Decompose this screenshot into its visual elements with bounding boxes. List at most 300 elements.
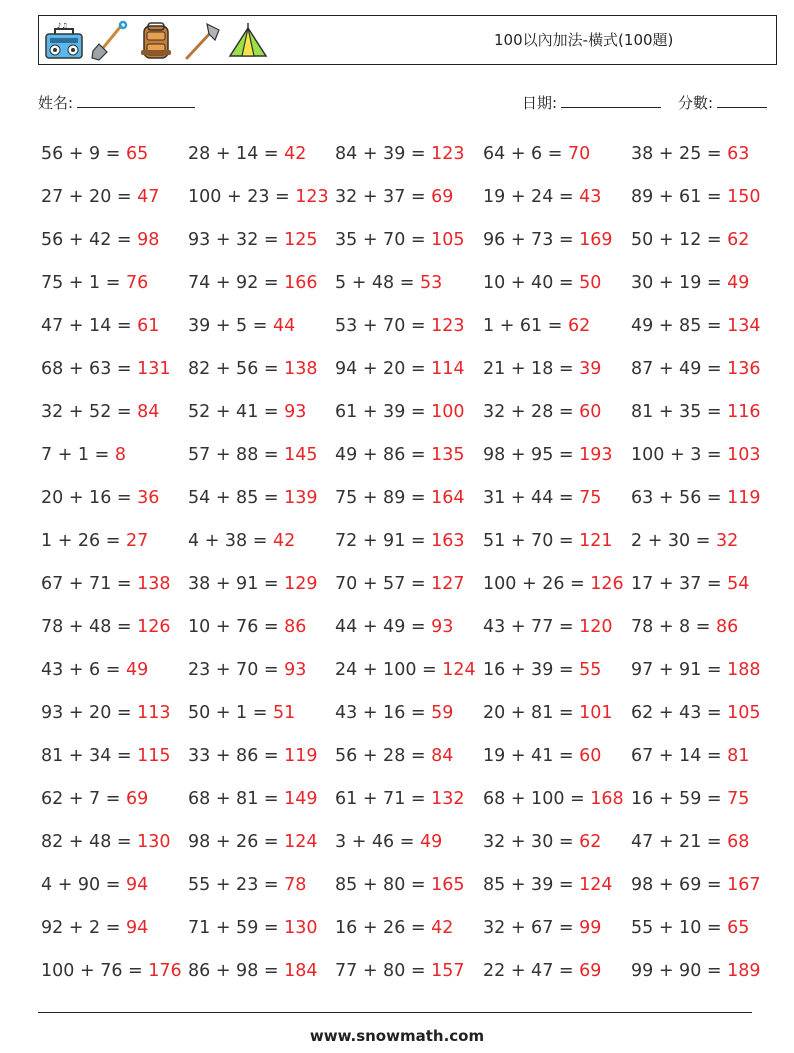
problem-expression: 1 + 61 =: [483, 316, 568, 336]
problem-expression: 7 + 1 =: [41, 445, 115, 465]
problem-expression: 43 + 77 =: [483, 617, 580, 637]
problem-item: [188, 778, 335, 821]
problem-item: [483, 778, 631, 821]
problem-expression: 100 + 23 =: [188, 187, 296, 207]
problem-item: [335, 821, 483, 864]
problem-expression: 1 + 26 =: [41, 531, 126, 551]
problem-answer: 139: [284, 488, 318, 508]
problem-expression: 38 + 25 =: [631, 144, 728, 164]
problem-answer: 119: [284, 746, 318, 766]
problem-item: [335, 520, 483, 563]
problem-expression: 47 + 21 =: [631, 832, 728, 852]
problem-item: [631, 305, 781, 348]
problem-expression: 74 + 92 =: [188, 273, 285, 293]
problem-expression: 32 + 30 =: [483, 832, 580, 852]
problem-item: [41, 348, 188, 391]
problem-item: [631, 649, 781, 692]
problem-expression: 63 + 56 =: [631, 488, 728, 508]
problem-expression: 4 + 38 =: [188, 531, 273, 551]
problem-expression: 24 + 100 =: [335, 660, 443, 680]
problem-answer: 167: [727, 875, 761, 895]
problem-answer: 62: [727, 230, 750, 250]
problem-item: [41, 649, 188, 692]
problem-item: [483, 219, 631, 262]
problem-answer: 114: [431, 359, 465, 379]
problem-expression: 57 + 88 =: [188, 445, 285, 465]
problem-answer: 105: [431, 230, 465, 250]
svg-text:♪♫: ♪♫: [57, 22, 68, 30]
problem-answer: 86: [715, 617, 739, 637]
problem-answer: 69: [125, 789, 149, 809]
axe-icon: [181, 20, 223, 62]
problem-answer: 134: [727, 316, 761, 336]
problem-expression: 98 + 26 =: [188, 832, 285, 852]
problem-answer: 103: [727, 445, 761, 465]
problem-answer: 69: [431, 187, 454, 207]
problem-answer: 130: [284, 918, 318, 938]
problem-item: [41, 176, 188, 219]
problem-answer: 120: [579, 617, 613, 637]
problem-answer: 76: [125, 273, 149, 293]
problem-item: [483, 477, 631, 520]
problem-expression: 39 + 5 =: [188, 316, 273, 336]
problem-item: [41, 735, 188, 778]
problem-expression: 70 + 57 =: [335, 574, 432, 594]
problem-answer: 131: [137, 359, 171, 379]
problem-answer: 49: [419, 832, 443, 852]
problem-answer: 119: [727, 488, 761, 508]
problem-item: [41, 391, 188, 434]
problem-answer: 54: [727, 574, 750, 594]
problem-expression: 43 + 6 =: [41, 660, 126, 680]
problem-item: [483, 391, 631, 434]
problem-answer: 84: [431, 746, 454, 766]
problem-item: [41, 821, 188, 864]
problem-answer: 149: [284, 789, 318, 809]
date-blank[interactable]: [561, 93, 661, 108]
problem-item: [41, 477, 188, 520]
problem-expression: 75 + 89 =: [335, 488, 432, 508]
problem-answer: 44: [272, 316, 296, 336]
problem-expression: 93 + 20 =: [41, 703, 138, 723]
problem-expression: 71 + 59 =: [188, 918, 285, 938]
problem-expression: 49 + 86 =: [335, 445, 432, 465]
problem-answer: 32: [715, 531, 739, 551]
problem-expression: 89 + 61 =: [631, 187, 728, 207]
problem-answer: 121: [579, 531, 613, 551]
problem-answer: 93: [284, 660, 307, 680]
problem-expression: 61 + 71 =: [335, 789, 432, 809]
worksheet-title: 100以內加法-橫式(100題): [494, 31, 674, 49]
problem-expression: 82 + 56 =: [188, 359, 285, 379]
problem-expression: 51 + 70 =: [483, 531, 580, 551]
problem-expression: 61 + 39 =: [335, 402, 432, 422]
problem-expression: 98 + 95 =: [483, 445, 580, 465]
problem-item: [631, 821, 781, 864]
problem-expression: 56 + 9 =: [41, 144, 126, 164]
problem-item: [631, 864, 781, 907]
problem-item: [188, 821, 335, 864]
problem-answer: 115: [137, 746, 171, 766]
problem-expression: 30 + 19 =: [631, 273, 728, 293]
problem-answer: 75: [727, 789, 750, 809]
problem-item: [483, 606, 631, 649]
problem-expression: 87 + 49 =: [631, 359, 728, 379]
problem-item: [188, 563, 335, 606]
problem-expression: 23 + 70 =: [188, 660, 285, 680]
problem-item: [188, 735, 335, 778]
problem-answer: 78: [284, 875, 307, 895]
problem-answer: 145: [284, 445, 318, 465]
problem-answer: 130: [137, 832, 171, 852]
problem-item: [335, 907, 483, 950]
problem-answer: 47: [137, 187, 160, 207]
problem-item: [188, 305, 335, 348]
problem-answer: 27: [125, 531, 149, 551]
problem-item: [483, 520, 631, 563]
problem-item: [188, 907, 335, 950]
problem-expression: 5 + 48 =: [335, 273, 420, 293]
problem-expression: 22 + 47 =: [483, 961, 580, 981]
problem-answer: 123: [295, 187, 329, 207]
problem-expression: 27 + 20 =: [41, 187, 138, 207]
problem-answer: 166: [284, 273, 318, 293]
problem-item: [631, 735, 781, 778]
problem-answer: 68: [727, 832, 750, 852]
shovel-icon: [89, 20, 131, 62]
problem-item: [188, 864, 335, 907]
problem-item: [483, 649, 631, 692]
problem-answer: 123: [431, 316, 465, 336]
problem-answer: 94: [125, 918, 149, 938]
problem-expression: 16 + 26 =: [335, 918, 432, 938]
name-blank[interactable]: [77, 93, 195, 108]
problem-answer: 189: [727, 961, 761, 981]
problem-answer: 124: [579, 875, 613, 895]
problem-answer: 43: [579, 187, 602, 207]
problem-item: [631, 391, 781, 434]
problem-expression: 72 + 91 =: [335, 531, 432, 551]
problem-answer: 113: [137, 703, 171, 723]
name-label: 姓名:: [38, 94, 74, 112]
footer-divider: [38, 1012, 752, 1013]
problem-item: [188, 133, 335, 176]
problem-item: [483, 907, 631, 950]
problem-item: [483, 176, 631, 219]
problem-expression: 43 + 16 =: [335, 703, 432, 723]
problem-answer: 39: [579, 359, 602, 379]
problem-item: [631, 606, 781, 649]
problem-expression: 17 + 37 =: [631, 574, 728, 594]
problem-item: [188, 606, 335, 649]
problem-item: [335, 950, 483, 993]
problem-expression: 50 + 1 =: [188, 703, 273, 723]
tent-icon: [227, 20, 269, 62]
problem-expression: 35 + 70 =: [335, 230, 432, 250]
problem-answer: 100: [431, 402, 465, 422]
problem-expression: 67 + 71 =: [41, 574, 138, 594]
problem-expression: 16 + 59 =: [631, 789, 728, 809]
problem-item: [188, 262, 335, 305]
problem-item: [335, 133, 483, 176]
problem-expression: 64 + 6 =: [483, 144, 568, 164]
problem-answer: 164: [431, 488, 465, 508]
problem-item: [188, 434, 335, 477]
problem-item: [41, 520, 188, 563]
problem-answer: 86: [284, 617, 307, 637]
problem-item: [41, 305, 188, 348]
score-field: [678, 92, 767, 113]
problem-answer: 65: [727, 918, 750, 938]
problem-item: [41, 950, 188, 993]
problem-item: [188, 477, 335, 520]
problem-answer: 124: [442, 660, 476, 680]
problem-answer: 138: [284, 359, 318, 379]
problem-item: [188, 176, 335, 219]
problem-answer: 42: [431, 918, 454, 938]
problem-answer: 94: [125, 875, 149, 895]
problem-expression: 99 + 90 =: [631, 961, 728, 981]
problem-item: [335, 305, 483, 348]
problem-answer: 157: [431, 961, 465, 981]
score-blank[interactable]: [717, 93, 767, 108]
problem-answer: 127: [431, 574, 465, 594]
problem-expression: 94 + 20 =: [335, 359, 432, 379]
problem-item: [335, 692, 483, 735]
problem-expression: 2 + 30 =: [631, 531, 716, 551]
problem-item: [631, 348, 781, 391]
problem-answer: 165: [431, 875, 465, 895]
problem-answer: 60: [579, 746, 602, 766]
problem-item: [631, 563, 781, 606]
name-field: [38, 92, 195, 113]
worksheet-header: [38, 15, 777, 65]
problem-item: [41, 563, 188, 606]
problem-expression: 100 + 26 =: [483, 574, 591, 594]
problem-item: [188, 520, 335, 563]
problem-expression: 56 + 42 =: [41, 230, 138, 250]
problem-item: [188, 950, 335, 993]
problem-answer: 193: [579, 445, 613, 465]
problem-item: [335, 391, 483, 434]
problem-answer: 84: [137, 402, 160, 422]
problem-answer: 81: [727, 746, 750, 766]
problem-answer: 150: [727, 187, 761, 207]
problem-grid: [41, 133, 781, 993]
problem-answer: 62: [567, 316, 591, 336]
problem-answer: 124: [284, 832, 318, 852]
problem-item: [483, 348, 631, 391]
problem-expression: 62 + 7 =: [41, 789, 126, 809]
problem-answer: 138: [137, 574, 171, 594]
problem-expression: 19 + 24 =: [483, 187, 580, 207]
problem-item: [41, 434, 188, 477]
problem-expression: 50 + 12 =: [631, 230, 728, 250]
problem-answer: 8: [114, 445, 126, 465]
problem-item: [335, 348, 483, 391]
problem-item: [335, 563, 483, 606]
problem-answer: 116: [727, 402, 761, 422]
problem-item: [631, 520, 781, 563]
problem-expression: 33 + 86 =: [188, 746, 285, 766]
problem-expression: 97 + 91 =: [631, 660, 728, 680]
problem-expression: 77 + 80 =: [335, 961, 432, 981]
problem-expression: 4 + 90 =: [41, 875, 126, 895]
problem-expression: 62 + 43 =: [631, 703, 728, 723]
problem-expression: 49 + 85 =: [631, 316, 728, 336]
problem-item: [631, 434, 781, 477]
problem-answer: 49: [125, 660, 149, 680]
problem-expression: 20 + 81 =: [483, 703, 580, 723]
problem-expression: 19 + 41 =: [483, 746, 580, 766]
problem-item: [631, 133, 781, 176]
problem-expression: 32 + 67 =: [483, 918, 580, 938]
problem-expression: 85 + 80 =: [335, 875, 432, 895]
problem-item: [335, 735, 483, 778]
problem-item: [631, 778, 781, 821]
problem-answer: 136: [727, 359, 761, 379]
problem-item: [483, 735, 631, 778]
problem-answer: 129: [284, 574, 318, 594]
problem-expression: 28 + 14 =: [188, 144, 285, 164]
problem-expression: 100 + 76 =: [41, 961, 149, 981]
problem-answer: 59: [431, 703, 454, 723]
problem-item: [631, 262, 781, 305]
problem-expression: 98 + 69 =: [631, 875, 728, 895]
problem-answer: 63: [727, 144, 750, 164]
problem-answer: 184: [284, 961, 318, 981]
problem-answer: 93: [431, 617, 454, 637]
problem-expression: 21 + 18 =: [483, 359, 580, 379]
problem-expression: 67 + 14 =: [631, 746, 728, 766]
problem-expression: 75 + 1 =: [41, 273, 126, 293]
problem-item: [41, 907, 188, 950]
problem-answer: 60: [579, 402, 602, 422]
problem-item: [335, 477, 483, 520]
problem-answer: 70: [567, 144, 591, 164]
problem-item: [41, 133, 188, 176]
date-label: 日期:: [522, 94, 558, 112]
problem-expression: 93 + 32 =: [188, 230, 285, 250]
problem-answer: 53: [419, 273, 443, 293]
problem-expression: 52 + 41 =: [188, 402, 285, 422]
problem-expression: 32 + 28 =: [483, 402, 580, 422]
problem-expression: 78 + 48 =: [41, 617, 138, 637]
problem-expression: 44 + 49 =: [335, 617, 432, 637]
problem-expression: 78 + 8 =: [631, 617, 716, 637]
problem-answer: 93: [284, 402, 307, 422]
problem-expression: 38 + 91 =: [188, 574, 285, 594]
problem-answer: 65: [125, 144, 149, 164]
problem-expression: 16 + 39 =: [483, 660, 580, 680]
problem-item: [483, 563, 631, 606]
problem-expression: 32 + 52 =: [41, 402, 138, 422]
problem-answer: 50: [579, 273, 602, 293]
problem-item: [335, 606, 483, 649]
problem-answer: 101: [579, 703, 613, 723]
problem-expression: 92 + 2 =: [41, 918, 126, 938]
problem-answer: 168: [590, 789, 624, 809]
problem-item: [335, 262, 483, 305]
problem-item: [41, 692, 188, 735]
problem-expression: 81 + 35 =: [631, 402, 728, 422]
score-label: 分數:: [678, 94, 714, 112]
problem-expression: 96 + 73 =: [483, 230, 580, 250]
problem-answer: 75: [579, 488, 602, 508]
problem-expression: 85 + 39 =: [483, 875, 580, 895]
problem-item: [631, 176, 781, 219]
problem-item: [41, 262, 188, 305]
problem-answer: 126: [590, 574, 624, 594]
problem-item: [631, 477, 781, 520]
problem-item: [335, 649, 483, 692]
problem-expression: 68 + 63 =: [41, 359, 138, 379]
problem-answer: 98: [137, 230, 160, 250]
problem-answer: 51: [272, 703, 296, 723]
problem-item: [335, 778, 483, 821]
problem-item: [483, 821, 631, 864]
problem-expression: 3 + 46 =: [335, 832, 420, 852]
problem-answer: 135: [431, 445, 465, 465]
problem-answer: 69: [579, 961, 602, 981]
problem-expression: 31 + 44 =: [483, 488, 580, 508]
problem-answer: 49: [727, 273, 750, 293]
problem-answer: 126: [137, 617, 171, 637]
problem-expression: 84 + 39 =: [335, 144, 432, 164]
problem-item: [483, 133, 631, 176]
backpack-icon: [135, 20, 177, 62]
problem-expression: 47 + 14 =: [41, 316, 138, 336]
problem-answer: 176: [148, 961, 182, 981]
problem-item: [631, 907, 781, 950]
problem-item: [188, 219, 335, 262]
boombox-icon: [43, 20, 85, 62]
problem-item: [483, 262, 631, 305]
problem-answer: 42: [284, 144, 307, 164]
problem-expression: 56 + 28 =: [335, 746, 432, 766]
problem-answer: 99: [579, 918, 602, 938]
problem-item: [41, 219, 188, 262]
problem-answer: 188: [727, 660, 761, 680]
problem-item: [483, 692, 631, 735]
problem-item: [41, 778, 188, 821]
problem-item: [41, 864, 188, 907]
problem-expression: 10 + 40 =: [483, 273, 580, 293]
problem-item: [335, 219, 483, 262]
problem-item: [483, 864, 631, 907]
problem-expression: 68 + 81 =: [188, 789, 285, 809]
problem-expression: 68 + 100 =: [483, 789, 591, 809]
problem-item: [335, 434, 483, 477]
problem-item: [483, 305, 631, 348]
problem-item: [483, 950, 631, 993]
problem-expression: 100 + 3 =: [631, 445, 728, 465]
problem-answer: 163: [431, 531, 465, 551]
problem-expression: 81 + 34 =: [41, 746, 138, 766]
problem-expression: 54 + 85 =: [188, 488, 285, 508]
problem-answer: 62: [579, 832, 602, 852]
problem-expression: 86 + 98 =: [188, 961, 285, 981]
problem-expression: 10 + 76 =: [188, 617, 285, 637]
problem-answer: 105: [727, 703, 761, 723]
problem-answer: 42: [272, 531, 296, 551]
problem-answer: 36: [137, 488, 160, 508]
problem-item: [631, 692, 781, 735]
problem-expression: 32 + 37 =: [335, 187, 432, 207]
problem-answer: 55: [579, 660, 602, 680]
problem-expression: 20 + 16 =: [41, 488, 138, 508]
problem-item: [631, 219, 781, 262]
